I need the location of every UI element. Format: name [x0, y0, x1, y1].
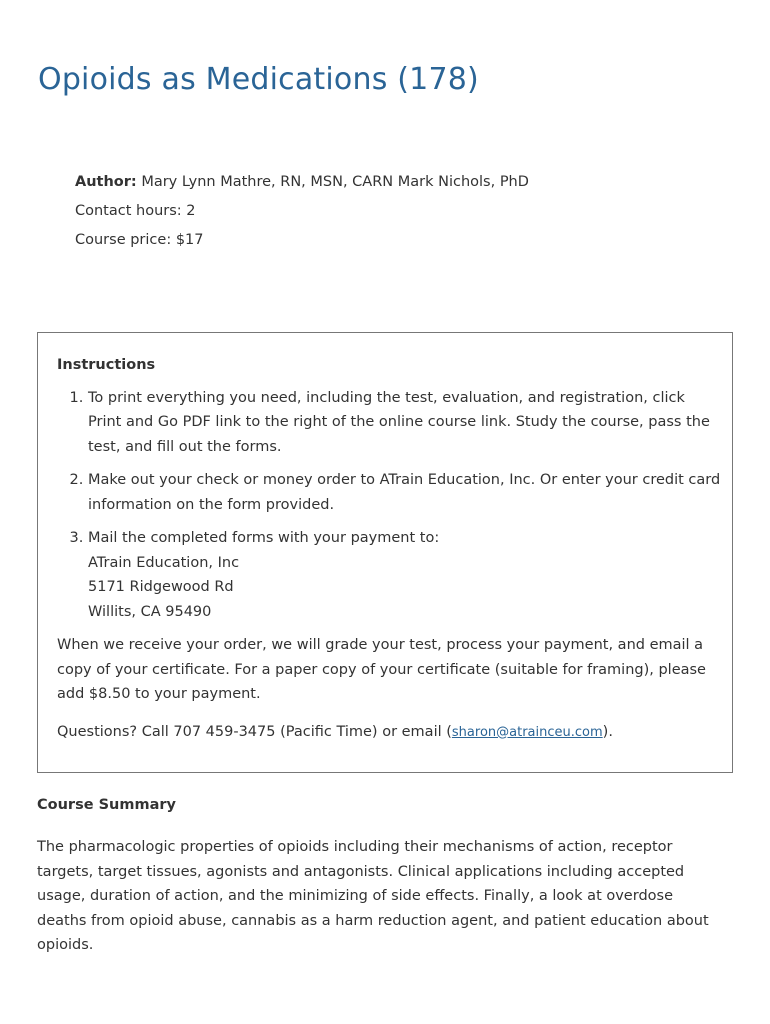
course-price: Course price: $17 — [75, 232, 204, 248]
instructions-heading: Instructions — [57, 357, 156, 373]
instruction-item: 1. To print everything you need, including the test, evaluation, and registration, click Print and Go PDF link to the right of the online course link. Study the course, pass the test, and fill out the forms. — [88, 386, 722, 460]
address-line: 5171 Ridgewood Rd — [88, 579, 234, 595]
questions-prefix: Questions? Call 707 459-3475 (Pacific Time) or email ( — [57, 723, 452, 740]
author-value: Mary Lynn Mathre, RN, MSN, CARN Mark Nichols, PhD — [141, 174, 529, 190]
address-line: ATrain Education, Inc — [88, 554, 240, 571]
address-line: Willits, CA 95490 — [88, 603, 212, 620]
course-summary-text: The pharmacologic properties of opioids including their mechanisms of action, receptor targets, target tissues, agonists and antagonists. Clinical applications including accepted usage, duration of action, and the minimizing of side effects. Finally, a look at overdose deaths from opioid abuse, cannabis as a harm reduction agent, and patient education about opioids. — [37, 839, 709, 953]
email-link[interactable]: sharon@atrainceu.com — [451, 724, 603, 740]
contact-hours: Contact hours: 2 — [75, 203, 196, 219]
course-summary-heading: Course Summary — [37, 797, 176, 813]
instructions-list — [57, 386, 722, 625]
questions-line — [57, 720, 722, 746]
page-title: Opioids as Medications (178) — [38, 62, 479, 97]
instructions-box — [37, 332, 733, 773]
questions-suffix: ). — [602, 723, 613, 740]
author-line — [75, 168, 529, 197]
instruction-item: 2. Make out your check or money order to ATrain Education, Inc. Or enter your credit card information on the form provided. — [88, 468, 722, 517]
instruction-item — [88, 526, 722, 624]
mail-intro: 3. Mail the completed forms with your payment to: — [88, 530, 440, 546]
grading-paragraph: When we receive your order, we will grade your test, process your payment, and email a copy of your certificate. For a paper copy of your certificate (suitable for framing), please add $8.50 to your payment. — [57, 637, 706, 702]
course-meta — [75, 168, 529, 255]
author-label: Author: — [75, 174, 137, 190]
